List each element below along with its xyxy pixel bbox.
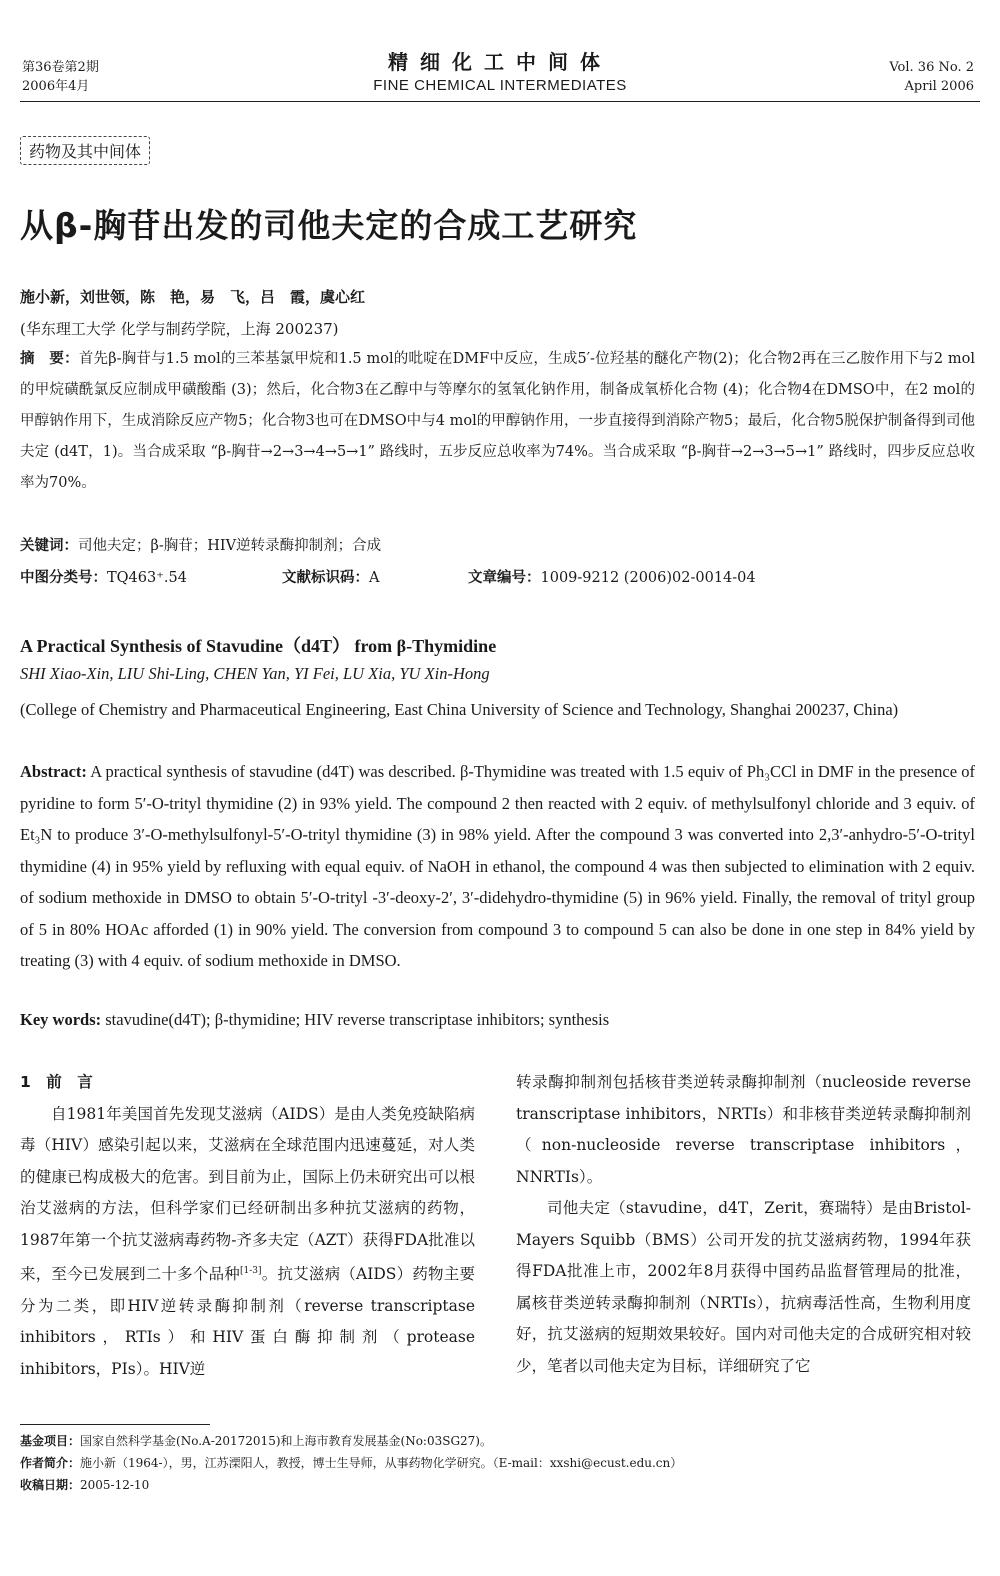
fund-text: 国家自然科学基金(No.A-20172015)和上海市教育发展基金(No:03SG27)。 bbox=[80, 1434, 492, 1448]
clc-label: 中图分类号： bbox=[20, 570, 107, 586]
issue-date: 2006年4月 bbox=[22, 79, 90, 94]
date-en: April 2006 bbox=[904, 79, 974, 94]
document-code bbox=[282, 566, 379, 587]
keywords-en-label: Key words: bbox=[20, 1010, 102, 1029]
abstract-cn bbox=[20, 344, 975, 499]
footnote-rule bbox=[20, 1424, 210, 1425]
body-column-left bbox=[20, 1067, 475, 1385]
received-text: 2005-12-10 bbox=[80, 1478, 150, 1492]
received-label: 收稿日期： bbox=[20, 1478, 81, 1492]
keywords-en bbox=[20, 1010, 609, 1030]
intro-paragraph-1-tail: 。抗艾滋病（AIDS）药物主要分为二类，即HIV逆转录酶抑制剂（reverse transcriptase inhibitors，RTIs）和HIV蛋白酶抑制剂（protease inhibitors，PIs）。HIV逆 bbox=[20, 1265, 475, 1378]
author-text: 施小新（1964-），男，江苏溧阳人，教授，博士生导师，从事药物化学研究。（E-mail：xxshi@ecust.edu.cn） bbox=[80, 1456, 683, 1470]
doc-label: 文献标识码： bbox=[282, 570, 369, 586]
english-affiliation: (College of Chemistry and Pharmaceutical Engineering, East China University of Science and Technology, Shanghai 200237, China) bbox=[20, 700, 899, 719]
citation-1-3: [1-3] bbox=[240, 1266, 262, 1276]
intro-paragraph-2: 转录酶抑制剂包括核苷类逆转录酶抑制剂（nucleoside reverse transcriptase inhibitors，NRTIs）和非核苷类逆转录酶抑制剂（non-nucleoside reverse transcriptase inhibitors，NNRTIs）。 bbox=[516, 1073, 971, 1186]
journal-name-en: FINE CHEMICAL INTERMEDIATES bbox=[373, 77, 627, 94]
paper-title: 从β-胸苷出发的司他夫定的合成工艺研究 bbox=[20, 206, 638, 245]
footnote-fund bbox=[20, 1430, 682, 1452]
doc-value: A bbox=[369, 570, 380, 586]
body-column-right bbox=[516, 1067, 971, 1382]
intro-paragraph-3: 司他夫定（stavudine，d4T，Zerit，赛瑞特）是由Bristol-Mayers Squibb（BMS）公司开发的抗艾滋病药物，1994年获得FDA批准上市，2002年8月获得中国药品监督管理局的批准，属核苷类逆转录酶抑制剂（NRTIs），抗病毒活性高，生物利用度好，抗艾滋病的短期效果较好。国内对司他夫定的合成研究相对较少，笔者以司他夫定为目标，详细研究了它 bbox=[516, 1199, 971, 1375]
clc-value: TQ463⁺.54 bbox=[107, 570, 187, 586]
volume-en: Vol. 36 No. 2 bbox=[889, 60, 974, 75]
article-label: 文章编号： bbox=[468, 570, 541, 586]
issue-number: 第36卷第2期 bbox=[22, 60, 99, 75]
abstract-cn-text: 首先β-胸苷与1.5 mol的三苯基氯甲烷和1.5 mol的吡啶在DMF中反应，生成5′-位羟基的醚化产物(2)；化合物2再在三乙胺作用下与2 mol的甲烷磺酰氯反应制成甲磺酸酯 (3)；然后，化合物3在乙醇中与等摩尔的氢氧化钠作用，制备成氧桥化合物 (4)；化合物4在DMSO中，在2 mol的甲醇钠作用下，生成消除反应产物5；化合物3也可在DMSO中与4 mol的甲醇钠作用，一步直接得到消除产物5；最后，化合物5脱保护制备得到司他夫定 (d4T，1)。当合成采取 “β-胸苷→2→3→4→5→1” 路线时，五步反应总收率为74%。当合成采取 “β-胸苷→2→3→5→1” 路线时，四步反应总收率为70%。 bbox=[20, 351, 976, 491]
footnote-author bbox=[20, 1452, 682, 1474]
abstract-cn-label: 摘 要： bbox=[20, 351, 79, 367]
keywords-en-text: stavudine(d4T); β-thymidine; HIV reverse transcriptase inhibitors; synthesis bbox=[101, 1010, 610, 1029]
intro-paragraph-1-text: 自1981年美国首先发现艾滋病（AIDS）是由人类免疫缺陷病毒（HIV）感染引起以来，艾滋病在全球范围内迅速蔓延，对人类的健康已构成极大的危害。到目前为止，国际上仍未研究出可以根治艾滋病的方法，但科学家们已经研制出多种抗艾滋病的药物，1987年第一个抗艾滋病毒药物-齐多夫定（AZT）获得FDA批准以来，至今已发展到二十多个品种 bbox=[20, 1104, 475, 1284]
affiliation-cn: (华东理工大学 化学与制药学院，上海 200237) bbox=[20, 320, 339, 338]
clc-code bbox=[20, 566, 187, 587]
intro-paragraph-1 bbox=[20, 1099, 475, 1386]
article-value: 1009-9212 (2006)02-0014-04 bbox=[540, 570, 756, 586]
abstract-en-label: Abstract: bbox=[20, 762, 87, 781]
keywords-cn-label: 关键词： bbox=[20, 538, 78, 554]
keywords-cn bbox=[20, 534, 381, 555]
authors-cn: 施小新，刘世领，陈 艳，易 飞，吕 霞，虞心红 bbox=[20, 288, 366, 306]
section-heading: 1 前 言 bbox=[20, 1073, 93, 1091]
header-volume-block bbox=[889, 58, 974, 96]
english-title: A Practical Synthesis of Stavudine（d4T） from β-Thymidine bbox=[20, 636, 497, 656]
article-number bbox=[468, 566, 756, 587]
header-rule bbox=[20, 101, 980, 102]
fund-label: 基金项目： bbox=[20, 1434, 81, 1448]
author-label: 作者简介： bbox=[20, 1456, 81, 1470]
english-authors: SHI Xiao-Xin, LIU Shi-Ling, CHEN Yan, YI Fei, LU Xia, YU Xin-Hong bbox=[20, 664, 490, 683]
journal-name-cn: 精细化工中间体 bbox=[388, 50, 612, 74]
abstract-en-text: A practical synthesis of stavudine (d4T) was described. β-Thymidine was treated with 1.5 equiv of Ph₃CCl in DMF in the presence of pyridine to form 5′-O-trityl thymidine (2) in 93% yield. The compound 2 then reacted with 2 equiv. of methylsulfonyl chloride and 3 equiv. of Et₃N to produce 3′-O-methylsulfonyl-5′-O-trityl thymidine (3) in 98% yield. After the compound 3 was converted into 2,3′-anhydro-5′-O-trityl thymidine (4) in 95% yield by refluxing with equal equiv. of NaOH in ethanol, the compound 4 was then subjected to elimination with 2 equiv. of sodium methoxide in DMSO to obtain 5′-O-trityl -3′-deoxy-2′, 3′-didehydro-thymidine (5) in 96% yield. Finally, the removal of trityl group of 5 in 80% HOAc afforded (1) in 90% yield. The conversion from compound 3 to compound 5 can also be done in one step in 84% yield by treating (3) with 4 equiv. of sodium methoxide in DMSO. bbox=[20, 762, 975, 970]
keywords-cn-text: 司他夫定；β-胸苷；HIV逆转录酶抑制剂；合成 bbox=[78, 538, 382, 554]
abstract-en bbox=[20, 756, 975, 977]
section-tag: 药物及其中间体 bbox=[20, 136, 150, 165]
footnotes bbox=[20, 1430, 682, 1496]
footnote-received bbox=[20, 1474, 682, 1496]
journal-name-block bbox=[0, 46, 1000, 94]
